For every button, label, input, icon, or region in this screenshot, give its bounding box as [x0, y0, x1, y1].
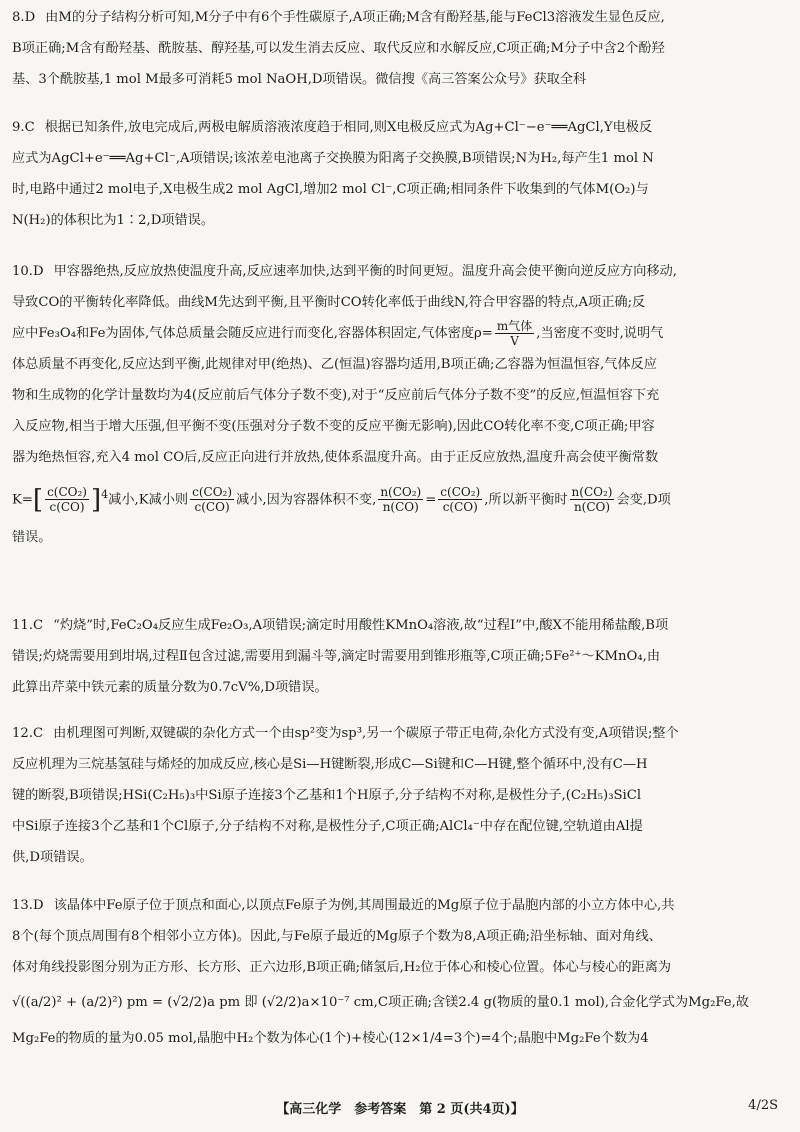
- answer-text-line: 由机理图可判断,双键碳的杂化方式一个由sp²变为sp³,另一个碳原子带正电荷,杂化方式没有变,A项错误;整个: [53, 726, 679, 741]
- question-number: 10.: [12, 264, 33, 279]
- mole-ratio-2: $\frac{\text{n(CO₂)}}{n(CO)}$: [571, 485, 613, 515]
- conc-ratio: $\frac{\text{c(CO₂)}}{c(CO)}$: [192, 485, 233, 515]
- answer-letter: C: [32, 618, 44, 633]
- answer-text-line: N(H₂)的体积比为1∶2,D项错误。: [12, 213, 215, 228]
- answer-9: [12, 112, 782, 236]
- answer-text-line: 时,电路中通过2 mol电子,X电极生成2 mol AgCl,增加2 mol Cl⁻,C项正确;相同条件下收集到的气体M(O₂)与: [12, 182, 649, 197]
- density-fraction: $\frac{\text{m气体}}{V}$: [496, 319, 533, 348]
- right-bracket: ]: [90, 484, 102, 515]
- answer-text-line: 此算出芹菜中铁元素的质量分数为0.7cV%,D项错误。: [12, 680, 328, 695]
- answer-text-line: 该晶体中Fe原子位于顶点和面心,以顶点Fe原子为例,其周围最近的Mg原子位于晶胞内部的小立方体中心,共: [53, 898, 675, 913]
- answer-text-line: “灼烧”时,FeC₂O₄反应生成Fe₂O₃,A项错误;滴定时用酸性KMnO₄溶液,故“过程Ⅰ”中,酸X不能用稀盐酸,B项: [53, 618, 669, 633]
- footer-code: 4/2S: [748, 1098, 778, 1113]
- answer-13: [12, 890, 782, 1054]
- equals-sign: =: [425, 492, 437, 508]
- answer-text-line: 由M的分子结构分析可知,M分子中有6个手性碳原子,A项正确;M含有酚羟基,能与FeCl3溶液发生显色反应,: [45, 10, 665, 25]
- question-number: 12.: [12, 726, 33, 741]
- answer-letter: D: [32, 264, 44, 279]
- question-number: 13.: [12, 898, 33, 913]
- answer-letter: C: [24, 120, 35, 135]
- left-bracket: [: [32, 484, 44, 515]
- answer-letter: D: [32, 898, 44, 913]
- answer-text-line: 错误;灼烧需要用到坩埚,过程Ⅱ包含过滤,需要用到漏斗等,滴定时需要用到锥形瓶等,C项正确;5Fe²⁺～KMnO₄,由: [12, 649, 661, 664]
- footer-title: 【高三化学 参考答案 第 2 页(共4页)】: [276, 1102, 524, 1117]
- answer-text-line: 器为绝热恒容,充入4 mol CO后,反应正向进行并放热,使体系温度升高。由于正反应放热,温度升高会使平衡常数: [12, 450, 659, 465]
- answer-10: [12, 256, 782, 553]
- answer-text-line: 根据已知条件,放电完成后,两极电解质溶液浓度趋于相同,则X电极反应式为Ag+Cl⁻−e⁻══AgCl,Y电极反: [44, 120, 653, 135]
- answer-text-line: 错误。: [12, 530, 52, 546]
- answer-text-line: √((a/2)² + (a/2)²) pm = (√2/2)a pm 即 (√2/2)a×10⁻⁷ cm,C项正确;含镁2.4 g(物质的量0.1 mol),合金化学式为Mg₂Fe,故: [12, 995, 749, 1010]
- answer-text-line: 8个(每个顶点周围有8个相邻小立方体)。因此,与Fe原子最近的Mg原子个数为8,A项正确;沿坐标轴、面对角线、: [12, 929, 662, 944]
- answer-text-line: 应中Fe₃O₄和Fe为固体,气体总质量会随反应进行而变化,容器体积固定,气体密度ρ=: [12, 326, 493, 341]
- page-footer: [0, 1098, 800, 1122]
- conc-ratio-2: $\frac{\text{c(CO₂)}}{c(CO)}$: [440, 485, 481, 515]
- answer-text-line: 反应机理为三烷基氢硅与烯烃的加成反应,核心是Si—H键断裂,形成C—Si键和C—H键,整个循环中,没有C—H: [12, 757, 648, 772]
- answer-text-line: 减小,K减小则: [108, 492, 189, 508]
- answer-12: [12, 718, 782, 873]
- question-number: 8.: [12, 10, 25, 25]
- answer-text-line: 减小,因为容器体积不变,: [236, 492, 377, 508]
- k-fraction: $\frac{\text{c(CO₂)}}{c(CO)}$: [47, 485, 87, 515]
- answer-text-line: ,所以新平衡时: [484, 492, 568, 508]
- answer-11: [12, 610, 782, 703]
- question-number: 9.: [12, 120, 25, 135]
- k-exponent: 4: [101, 488, 109, 501]
- answer-text-line: 体对角线投影图分别为正方形、长方形、正六边形,B项正确;储氢后,H₂位于体心和棱心位置。体心与棱心的距离为: [12, 960, 672, 975]
- answer-text-line: 甲容器绝热,反应放热使温度升高,反应速率加快,达到平衡的时间更短。温度升高会使平衡向逆反应方向移动,: [53, 264, 677, 279]
- answer-text-line: 中Si原子连接3个乙基和1个Cl原子,分子结构不对称,是极性分子,C项正确;AlCl₄⁻中存在配位键,空轨道由Al提: [12, 819, 643, 834]
- answer-text-line: 基、3个酰胺基,1 mol M最多可消耗5 mol NaOH,D项错误。微信搜《高三答案公众号》获取全科: [12, 72, 587, 87]
- answer-text-line: 供,D项错误。: [12, 850, 93, 865]
- question-number: 11.: [12, 618, 33, 633]
- answer-text-line: 导致CO的平衡转化率降低。曲线M先达到平衡,且平衡时CO转化率低于曲线N,符合甲容器的特点,A项正确;反: [12, 295, 646, 310]
- answer-8: [12, 2, 782, 95]
- answer-text-line: 应式为AgCl+e⁻══Ag+Cl⁻,A项错误;该浓差电池离子交换膜为阳离子交换膜,B项错误;N为H₂,每产生1 mol N: [12, 151, 654, 166]
- answer-text-line: 体总质量不再变化,反应达到平衡,此规律对甲(绝热)、乙(恒温)容器均适用,B项正确;乙容器为恒温恒容,气体反应: [12, 357, 657, 372]
- k-label: K=: [12, 492, 33, 508]
- answer-text-line: 会变,D项: [616, 492, 671, 508]
- mole-ratio: $\frac{\text{n(CO₂)}}{n(CO)}$: [380, 485, 422, 515]
- answer-text-line: Mg₂Fe的物质的量为0.05 mol,晶胞中H₂个数为体心(1个)+棱心(12×1/4=3个)=4个;晶胞中Mg₂Fe个数为4: [12, 1031, 649, 1046]
- answer-text-line: 物和生成物的化学计量数均为4(反应前后气体分子数不变),对于“反应前后气体分子数不变”的反应,恒温恒容下充: [12, 388, 660, 403]
- answer-letter: C: [32, 726, 44, 741]
- answer-text-line: 键的断裂,B项错误;HSi(C₂H₅)₃中Si原子连接3个乙基和1个H原子,分子结构不对称,是极性分子,(C₂H₅)₃SiCl: [12, 788, 642, 803]
- answer-text-line: ,当密度不变时,说明气: [536, 326, 664, 341]
- answer-text-line: B项正确;M含有酚羟基、酰胺基、醇羟基,可以发生消去反应、取代反应和水解反应,C项正确;M分子中含2个酚羟: [12, 41, 665, 56]
- answer-text-line: 入反应物,相当于增大压强,但平衡不变(压强对分子数不变的反应平衡无影响),因此CO转化率不变,C项正确;甲容: [12, 419, 655, 434]
- answer-letter: D: [24, 10, 36, 25]
